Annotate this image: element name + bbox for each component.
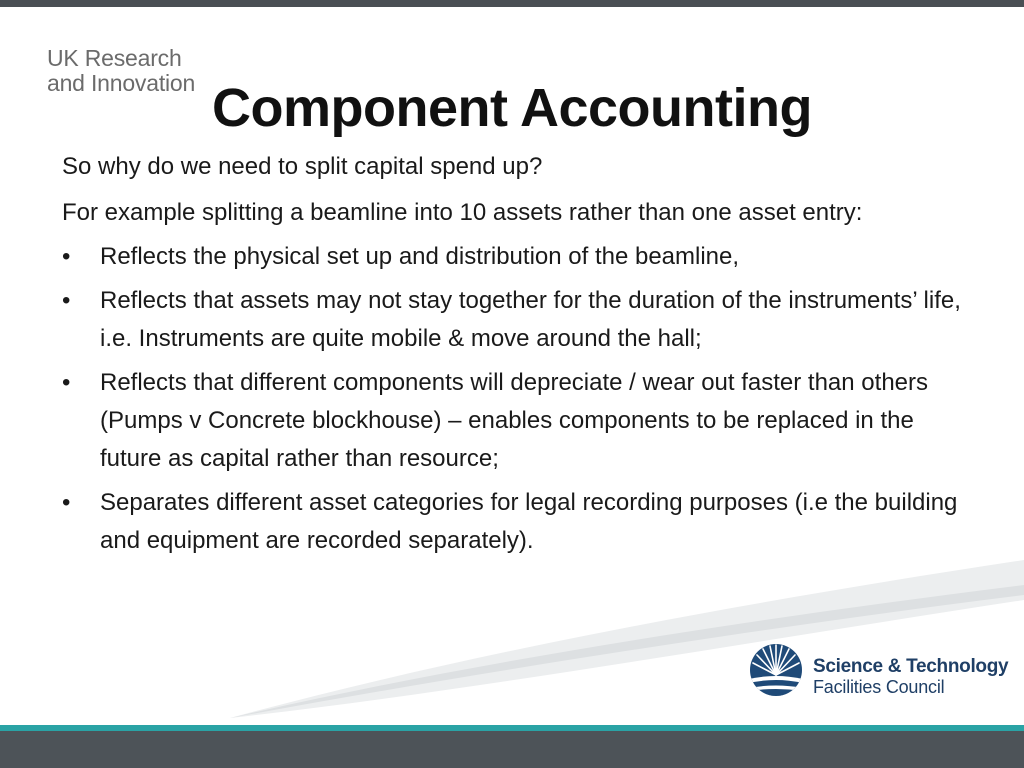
bullet-dot-icon: • [62,369,71,396]
bullet-dot-icon: • [62,489,71,516]
bullet-item [62,238,967,276]
intro-question: So why do we need to split capital spend up? [62,153,543,180]
bullet-item [62,364,967,478]
stfc-wordmark [813,657,1008,697]
ukri-logo-line1: UK Research [47,45,182,71]
slide-body [62,148,967,566]
bullet-item [62,282,967,358]
stfc-sunburst-icon [749,643,803,697]
intro-example: For example splitting a beamline into 10 assets rather than one asset entry: [62,199,863,226]
stfc-logo [749,643,1009,699]
bullet-list [62,238,967,560]
ukri-logo-line2: and Innovation [47,70,196,96]
footer-bar [0,731,1024,768]
bullet-dot-icon: • [62,243,71,270]
stfc-name-line2: Facilities Council [813,677,945,697]
slide-title: Component Accounting [212,78,812,138]
bullet-item [62,484,967,560]
bullet-text: Reflects that assets may not stay together for the duration of the instruments’ life, i.e. Instruments are quite mobile & move around the hall; [100,287,961,352]
bullet-text: Reflects the physical set up and distribution of the beamline, [100,243,740,270]
bullet-text: Separates different asset categories for legal recording purposes (i.e the building and equipment are recorded separately). [100,489,958,554]
stfc-name-line1: Science & Technology [813,656,1009,677]
bullet-text: Reflects that different components will depreciate / wear out faster than others (Pumps v Concrete blockhouse) – enables components to be replaced in the future as capital rather than resource; [100,369,928,472]
bullet-dot-icon: • [62,287,71,314]
